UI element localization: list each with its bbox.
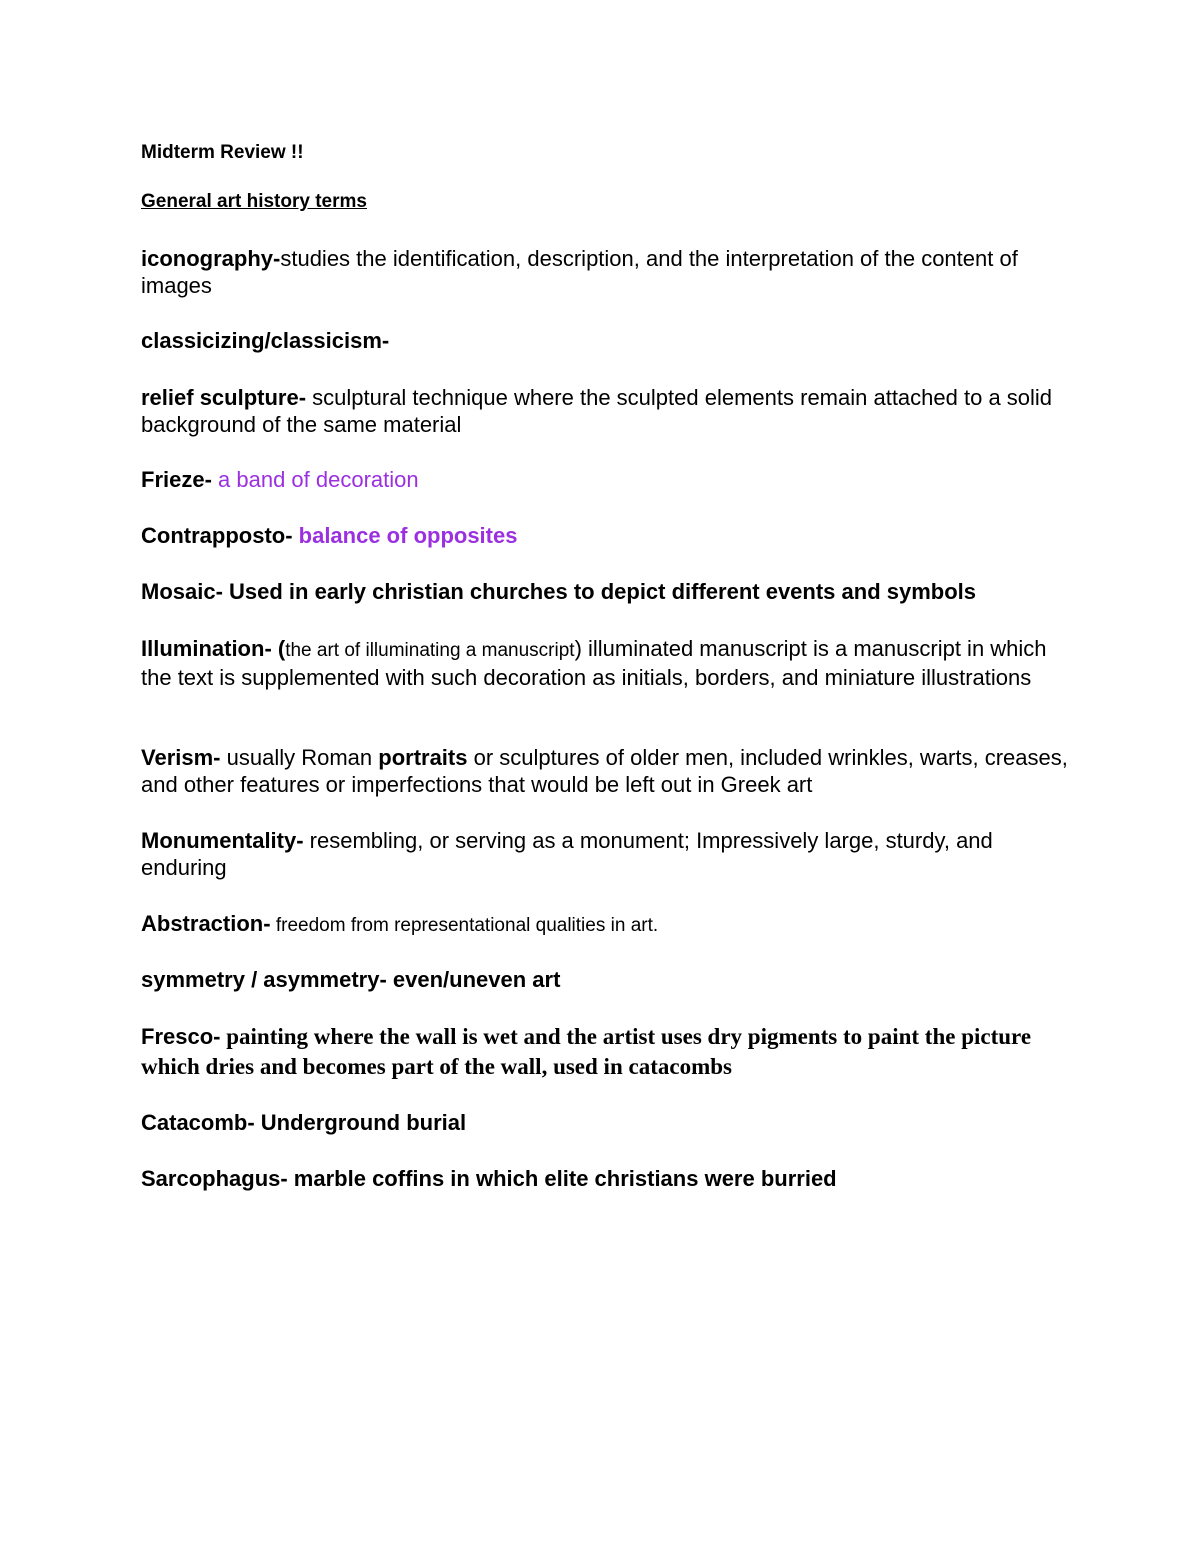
term: iconography- xyxy=(141,246,281,271)
term: Sarcophagus- marble coffins in which elite christians were burried xyxy=(141,1166,837,1191)
definition: painting where the wall is wet and the artist uses dry pigments to paint the picture which dries and becomes part of the wall, used in catacombs xyxy=(141,1024,1032,1079)
definition: sculptural technique where the sculpted elements remain attached to a solid background of the same material xyxy=(141,385,1053,437)
entry-fresco xyxy=(141,1022,1071,1082)
definition-pre: usually Roman xyxy=(220,745,379,770)
entry-abstraction xyxy=(141,910,1071,939)
term: Abstraction- xyxy=(141,911,271,936)
definition-post: or sculptures of older men, included wrinkles, warts, creases, and other features or imperfections that would be left out in Greek art xyxy=(141,745,1068,797)
definition: freedom from representational qualities in art. xyxy=(270,915,659,936)
term: Frieze- xyxy=(141,467,212,492)
term: symmetry / asymmetry- even/uneven art xyxy=(141,967,561,992)
entry-iconography xyxy=(141,245,1071,299)
term: Illumination- ( xyxy=(141,636,286,661)
definition: a band of decoration xyxy=(211,467,419,492)
entry-illumination xyxy=(141,635,1071,691)
term: Contrapposto- xyxy=(141,523,293,548)
definition-small: the art of illuminating a manuscript xyxy=(285,640,575,661)
term: Fresco- xyxy=(141,1024,221,1049)
entry-relief-sculpture xyxy=(141,384,1071,438)
entry-monumentality xyxy=(141,827,1071,881)
definition: balance of opposites xyxy=(292,523,518,548)
document-title: Midterm Review !! xyxy=(141,142,304,163)
entry-symmetry xyxy=(141,966,1071,993)
entry-classicism xyxy=(141,327,1071,354)
term: relief sculpture- xyxy=(141,385,307,410)
definition: studies the identification, description, and the interpretation of the content of images xyxy=(141,246,1018,298)
definition-emphasis: portraits xyxy=(378,745,468,770)
entry-mosaic xyxy=(141,578,1071,605)
term: classicizing/classicism- xyxy=(141,328,390,353)
entry-frieze xyxy=(141,466,1071,493)
entry-catacomb xyxy=(141,1109,1071,1136)
term: Monumentality- xyxy=(141,828,304,853)
entry-contrapposto xyxy=(141,522,1071,549)
section-heading: General art history terms xyxy=(141,191,367,212)
definition: resembling, or serving as a monument; Impressively large, sturdy, and enduring xyxy=(141,828,993,880)
entry-sarcophagus xyxy=(141,1165,1071,1192)
entry-verism xyxy=(141,744,1071,798)
definition: ) illuminated manuscript is a manuscript in which the text is supplemented with such decoration as initials, borders, and miniature illustrations xyxy=(141,636,1047,690)
term: Verism- xyxy=(141,745,221,770)
term: Catacomb- Underground burial xyxy=(141,1110,467,1135)
term: Mosaic- Used in early christian churches to depict different events and symbols xyxy=(141,579,977,604)
